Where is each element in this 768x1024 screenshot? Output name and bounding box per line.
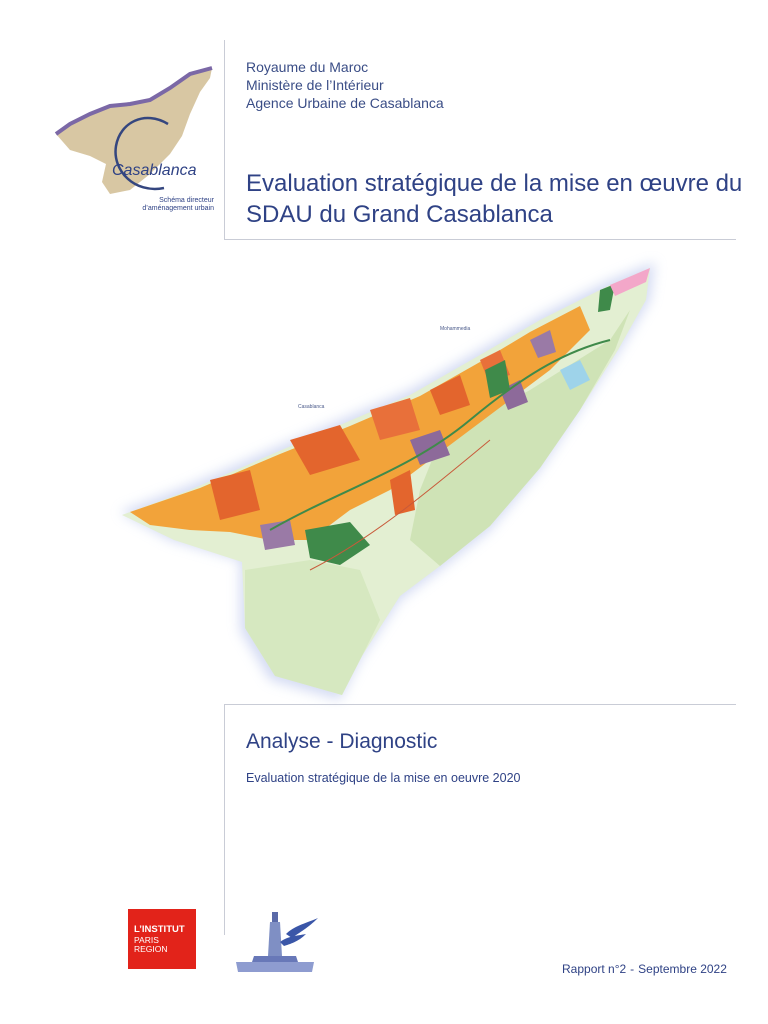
map-label-casablanca: Casablanca xyxy=(298,404,325,410)
logo-subtitle-line2: d’aménagement urbain xyxy=(142,205,214,212)
logo-subtitle xyxy=(104,197,214,213)
header-line-agency: Agence Urbaine de Casablanca xyxy=(246,95,444,111)
logo-name: Casablanca xyxy=(112,162,197,179)
report-separator: - xyxy=(630,962,635,976)
institut-paris-region-logo xyxy=(128,909,196,969)
casablanca-logo xyxy=(50,64,220,204)
lighthouse-birds-icon xyxy=(234,908,324,974)
report-date: Septembre 2022 xyxy=(638,962,727,976)
header-line-kingdom: Royaume du Maroc xyxy=(246,59,369,75)
header-organizations xyxy=(246,58,444,112)
document-title: Evaluation stratégique de la mise en œuvre du SDAU du Grand Casablanca xyxy=(246,170,743,228)
report-number: Rapport n°2 xyxy=(562,962,627,976)
casablanca-logo-icon xyxy=(50,64,220,204)
sdau-map-image xyxy=(110,240,670,710)
institut-logo-line3: REGION xyxy=(134,944,168,954)
report-info xyxy=(562,962,727,976)
institut-logo-line2: PARIS xyxy=(134,935,159,945)
map-label-mohammedia: Mohammedia xyxy=(440,326,471,332)
vertical-divider-bottom xyxy=(224,705,225,935)
institut-logo-line1: L’INSTITUT xyxy=(134,924,185,935)
section-subtitle: Evaluation stratégique de la mise en oeuvre 2020 xyxy=(246,771,521,785)
section-title: Analyse - Diagnostic xyxy=(246,730,438,753)
logo-subtitle-line1: Schéma directeur xyxy=(159,197,214,204)
vertical-divider-top xyxy=(224,40,225,240)
header-line-ministry: Ministère de l’Intérieur xyxy=(246,77,384,93)
